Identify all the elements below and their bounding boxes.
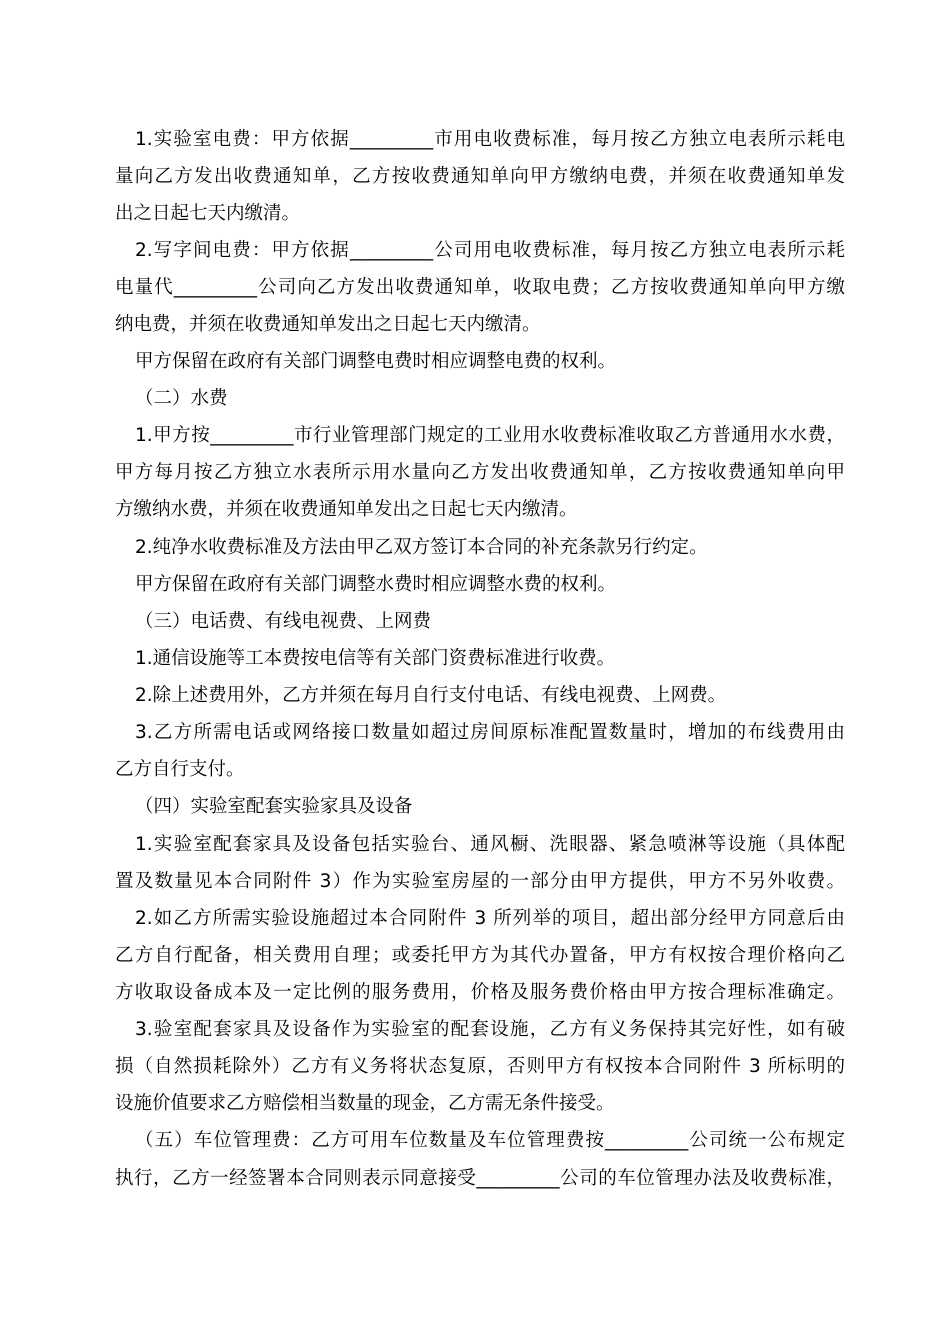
- paragraph-line: 2.如乙方所需实验设施超过本合同附件 3 所列举的项目，超出部分经甲方同意后由: [135, 908, 845, 929]
- paragraph-line: 出之日起七天内缴清。: [115, 203, 301, 224]
- section-heading: （四）实验室配套实验家具及设备: [135, 796, 413, 817]
- paragraph-line: 2.纯净水收费标准及方法由甲乙双方签订本合同的补充条款另行约定。: [135, 537, 708, 558]
- paragraph-line: 1.甲方按_________市行业管理部门规定的工业用水收费标准收取乙方普通用水水费，: [135, 425, 845, 446]
- paragraph-line: 量向乙方发出收费通知单，乙方按收费通知单向甲方缴纳电费，并须在收费通知单发: [115, 166, 845, 187]
- paragraph-line: 1.实验室电费：甲方依据_________市用电收费标准，每月按乙方独立电表所示耗电: [135, 129, 845, 150]
- paragraph-line: 方收取设备成本及一定比例的服务费用，价格及服务费价格由甲方按合理标准确定。: [115, 982, 845, 1003]
- paragraph-line: 乙方自行支付。: [115, 759, 245, 780]
- section-heading: （二）水费: [135, 388, 228, 409]
- paragraph-line: 3.乙方所需电话或网络接口数量如超过房间原标准配置数量时，增加的布线费用由: [135, 722, 845, 743]
- paragraph-line: 甲方每月按乙方独立水表所示用水量向乙方发出收费通知单，乙方按收费通知单向甲: [115, 462, 845, 483]
- section-heading: （五）车位管理费：乙方可用车位数量及车位管理费按_________公司统一公布规定: [135, 1130, 845, 1151]
- paragraph-line: 2.除上述费用外，乙方并须在每月自行支付电话、有线电视费、上网费。: [135, 685, 727, 706]
- paragraph-line: 乙方自行配备，相关费用自理；或委托甲方为其代办置备，甲方有权按合理价格向乙: [115, 945, 845, 966]
- paragraph-line: 3.验室配套家具及设备作为实验室的配套设施，乙方有义务保持其完好性，如有破: [135, 1019, 845, 1040]
- paragraph-line: 2.写字间电费：甲方依据_________公司用电收费标准，每月按乙方独立电表所示耗: [135, 240, 845, 261]
- paragraph-line: 执行，乙方一经签署本合同则表示同意接受_________公司的车位管理办法及收费标准，: [115, 1168, 845, 1189]
- paragraph-line: 置及数量见本合同附件 3）作为实验室房屋的一部分由甲方提供，甲方不另外收费。: [115, 871, 845, 892]
- paragraph-line: 设施价值要求乙方赔偿相当数量的现金，乙方需无条件接受。: [115, 1093, 615, 1114]
- paragraph-line: 1.实验室配套家具及设备包括实验台、通风橱、洗眼器、紧急喷淋等设施（具体配: [135, 834, 845, 855]
- paragraph-line: 方缴纳水费，并须在收费通知单发出之日起七天内缴清。: [115, 499, 578, 520]
- paragraph-line: 甲方保留在政府有关部门调整电费时相应调整电费的权利。: [135, 351, 617, 372]
- paragraph-line: 损（自然损耗除外）乙方有义务将状态复原，否则甲方有权按本合同附件 3 所标明的: [115, 1056, 845, 1077]
- section-heading: （三）电话费、有线电视费、上网费: [135, 611, 432, 632]
- paragraph-line: 甲方保留在政府有关部门调整水费时相应调整水费的权利。: [135, 574, 617, 595]
- paragraph-line: 纳电费，并须在收费通知单发出之日起七天内缴清。: [115, 314, 541, 335]
- paragraph-line: 1.通信设施等工本费按电信等有关部门资费标准进行收费。: [135, 648, 616, 669]
- paragraph-line: 电量代_________公司向乙方发出收费通知单，收取电费；乙方按收费通知单向甲方缴: [115, 277, 845, 298]
